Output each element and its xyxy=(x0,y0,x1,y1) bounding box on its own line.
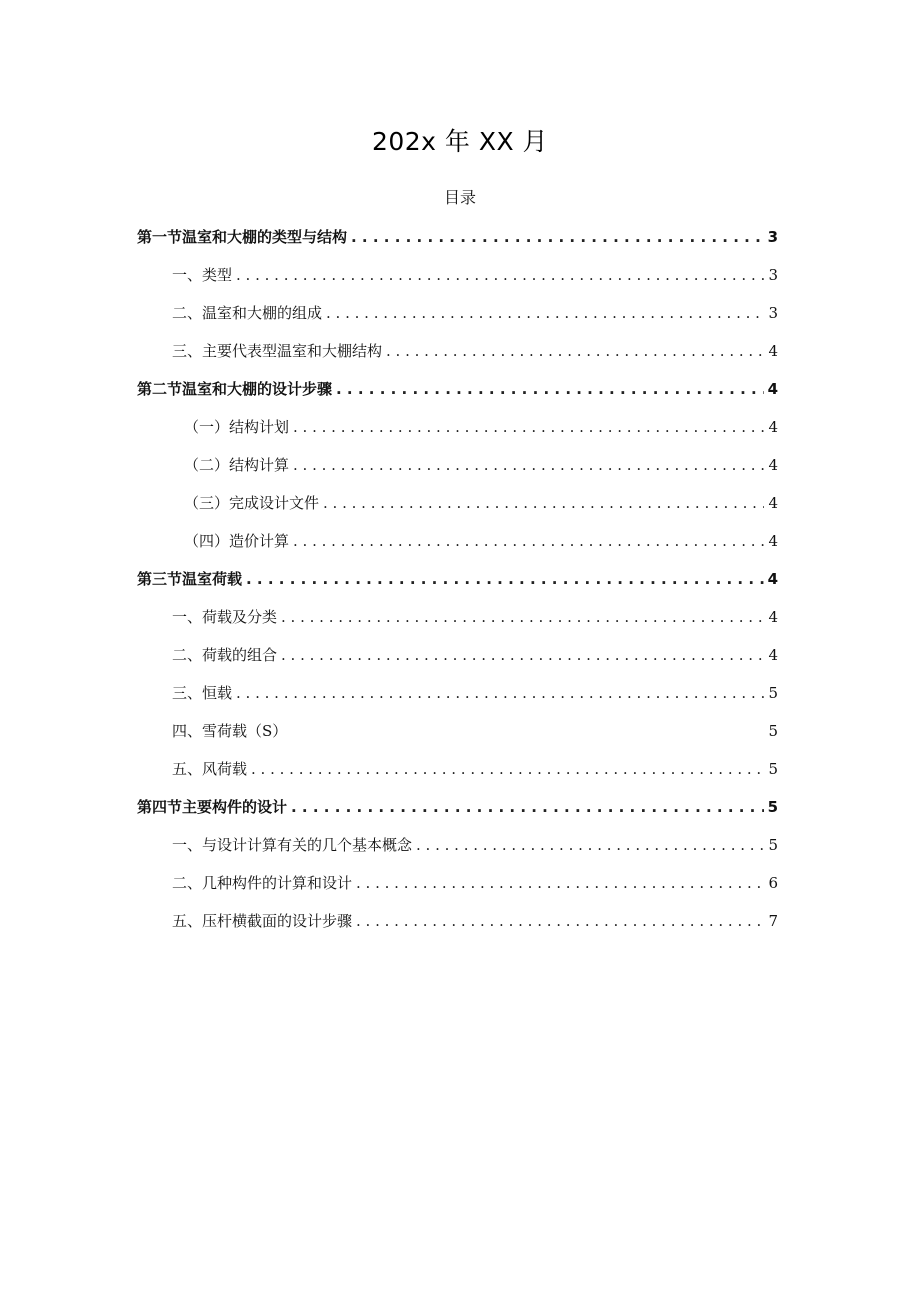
toc-dot-leader xyxy=(356,902,764,940)
toc-entry[interactable] xyxy=(137,598,778,636)
toc-entry[interactable] xyxy=(137,218,778,256)
toc-page-number: 5 xyxy=(768,684,778,702)
toc-page-number: 4 xyxy=(767,570,778,588)
toc-page-number: 4 xyxy=(768,494,778,512)
toc-dot-leader xyxy=(416,826,764,864)
toc-entry-label: 一、荷载及分类 xyxy=(172,608,278,626)
toc-entry[interactable] xyxy=(137,636,778,674)
toc-entry-label: 一、与设计计算有关的几个基本概念 xyxy=(172,836,413,854)
toc-entry-label: 四、雪荷载（S） xyxy=(172,722,288,740)
toc-page-number: 4 xyxy=(767,380,778,398)
toc-entry[interactable] xyxy=(137,370,778,408)
toc-entry-label: 二、温室和大棚的组成 xyxy=(172,304,323,322)
toc-dot-leader xyxy=(251,750,764,788)
toc-dot-leader xyxy=(386,332,764,370)
toc-entry[interactable] xyxy=(137,408,778,446)
toc-entry-label: （三）完成设计文件 xyxy=(184,494,320,512)
toc-dot-leader xyxy=(336,370,764,408)
toc-entry-label: 二、荷载的组合 xyxy=(172,646,278,664)
toc-entry[interactable] xyxy=(137,864,778,902)
toc-entry-label: 第四节主要构件的设计 xyxy=(137,798,288,816)
toc-entry-label: 一、类型 xyxy=(172,266,233,284)
toc-page-number: 4 xyxy=(768,532,778,550)
toc-entry-label: 第一节温室和大棚的类型与结构 xyxy=(137,228,348,246)
toc-entry-label: 二、几种构件的计算和设计 xyxy=(172,874,353,892)
toc-entry[interactable] xyxy=(137,446,778,484)
toc-dot-leader xyxy=(281,598,764,636)
toc-entry-label: 五、压杆横截面的设计步骤 xyxy=(172,912,353,930)
toc-page-number: 4 xyxy=(768,418,778,436)
toc-entry-label: （四）造价计算 xyxy=(184,532,290,550)
toc-entry-label: 三、主要代表型温室和大棚结构 xyxy=(172,342,383,360)
table-of-contents xyxy=(137,218,778,940)
toc-entry-label: 五、风荷载 xyxy=(172,760,248,778)
toc-page-number: 5 xyxy=(767,798,778,816)
toc-page-number: 5 xyxy=(768,760,778,778)
toc-entry[interactable] xyxy=(137,788,778,826)
toc-entry-label: 三、恒载 xyxy=(172,684,233,702)
toc-page-number: 3 xyxy=(768,304,778,322)
toc-page-number: 4 xyxy=(768,646,778,664)
toc-entry[interactable] xyxy=(137,560,778,598)
toc-dot-leader xyxy=(326,294,764,332)
toc-entry[interactable] xyxy=(137,484,778,522)
toc-dot-leader xyxy=(246,560,764,598)
toc-entry-label: 第二节温室和大棚的设计步骤 xyxy=(137,380,333,398)
toc-entry[interactable] xyxy=(137,522,778,560)
toc-page-number: 6 xyxy=(768,874,778,892)
toc-entry-label: （一）结构计划 xyxy=(184,418,290,436)
toc-page-number: 4 xyxy=(768,456,778,474)
toc-heading: 目录 xyxy=(443,188,476,207)
toc-page-number: 4 xyxy=(768,608,778,626)
toc-entry-label: 第三节温室荷载 xyxy=(137,570,243,588)
toc-entry[interactable] xyxy=(137,294,778,332)
toc-entry-label: （二）结构计算 xyxy=(184,456,290,474)
toc-dot-leader xyxy=(291,788,764,826)
toc-entry[interactable] xyxy=(137,902,778,940)
toc-entry[interactable] xyxy=(137,750,778,788)
toc-page-number: 3 xyxy=(767,228,778,246)
date-heading: 202x 年 XX 月 xyxy=(371,127,549,156)
toc-dot-leader xyxy=(351,218,764,256)
toc-entry[interactable] xyxy=(137,712,778,750)
toc-dot-leader xyxy=(281,636,764,674)
toc-entry[interactable] xyxy=(137,332,778,370)
toc-dot-leader xyxy=(323,484,764,522)
toc-dot-leader xyxy=(293,522,764,560)
toc-dot-leader xyxy=(236,674,764,712)
toc-page-number: 3 xyxy=(768,266,778,284)
toc-entry[interactable] xyxy=(137,674,778,712)
toc-entry[interactable] xyxy=(137,256,778,294)
toc-dot-leader xyxy=(293,408,764,446)
toc-page-number: 5 xyxy=(768,836,778,854)
toc-page-number: 4 xyxy=(768,342,778,360)
toc-page-number: 7 xyxy=(768,912,778,930)
toc-dot-leader xyxy=(356,864,764,902)
toc-entry[interactable] xyxy=(137,826,778,864)
toc-dot-leader xyxy=(293,446,764,484)
toc-dot-leader xyxy=(236,256,764,294)
toc-page-number: 5 xyxy=(768,722,778,740)
